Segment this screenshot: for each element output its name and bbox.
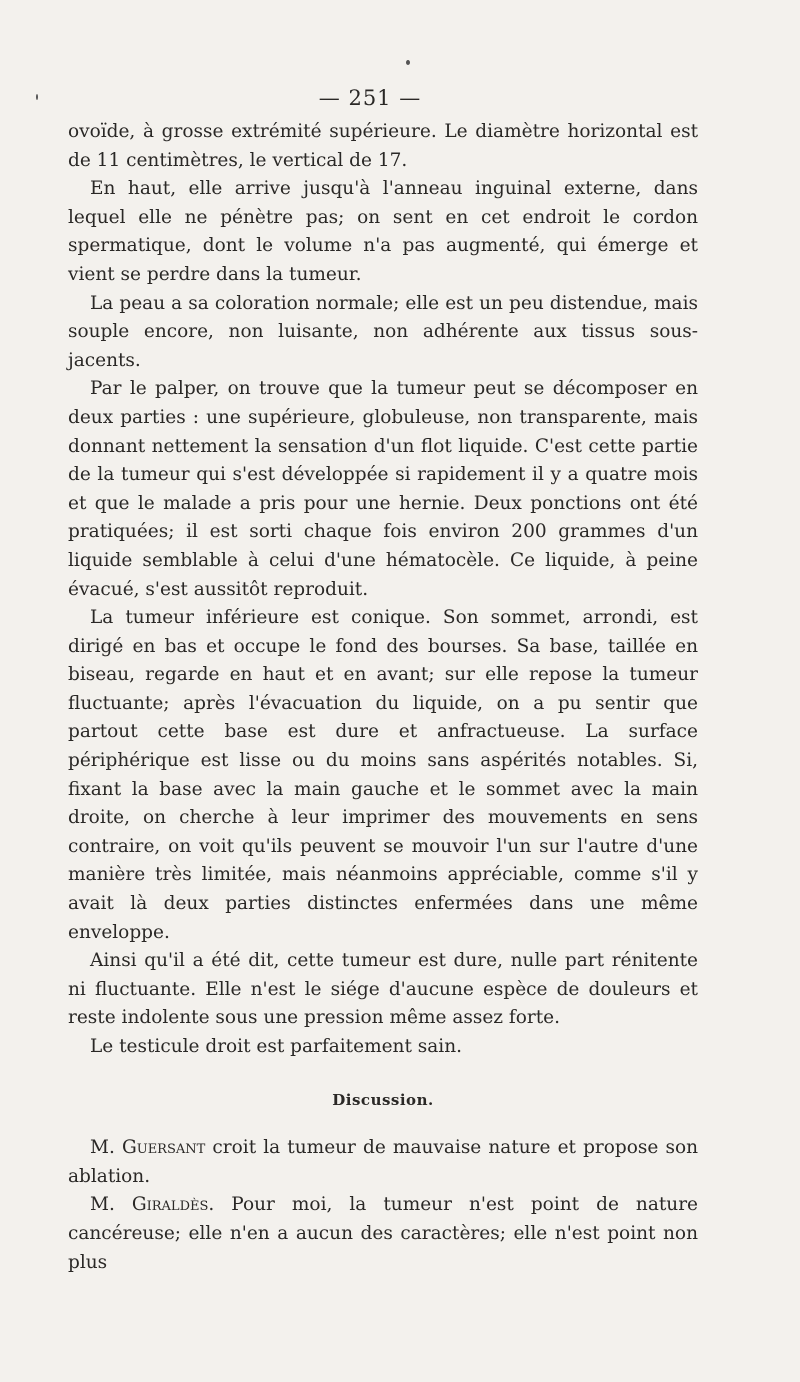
body-text [68,118,698,1277]
ink-speck [406,60,410,65]
paragraph: Ainsi qu'il a été dit, cette tumeur est dure, nulle part rénitente ni fluctuante. Elle n'est le siége d'aucune espèce de douleurs et reste indolente sous une pression même assez forte. [68,950,698,1029]
section-heading: Discussion. [332,1090,434,1109]
paragraph: En haut, elle arrive jusqu'à l'anneau inguinal externe, dans lequel elle ne pénètre pas; on sent en cet endroit le cordon spermatique, dont le volume n'a pas augmenté, qui émerge et vient se perdre dans la tumeur. [68,178,698,285]
paragraph: La peau a sa coloration normale; elle est un peu distendue, mais souple encore, non luisante, non adhérente aux tissus sous-jacents. [68,292,698,371]
discussion-text: croit la tumeur de mauvaise nature et propose son ablation. [68,1137,698,1187]
discussion-paragraph [68,1191,698,1277]
paragraph: Le testicule droit est parfaitement sain. [90,1036,463,1057]
speaker-prefix: M. [90,1194,132,1216]
speaker-prefix: M. [90,1137,122,1159]
discussion-paragraph [68,1134,698,1191]
discussion-text: . Pour moi, la tumeur n'est point de nature cancéreuse; elle n'en a aucun des caractères; elle n'est point non plus [68,1194,698,1273]
paragraph: La tumeur inférieure est conique. Son sommet, arrondi, est dirigé en bas et occupe le fond des bourses. Sa base, taillée en biseau, regarde en haut et en avant; sur elle repose la tumeur fluctuante; après l'évacuation du liquide, on a pu sentir que partout cette base est dure et anfractueuse. La surface périphérique est lisse ou du moins sans aspérités notables. Si, fixant la base avec la main gauche et le sommet avec la main droite, on cherche à leur imprimer des mouvements en sens contraire, on voit qu'ils peuvent se mouvoir l'un sur l'autre d'une manière très limitée, mais néanmoins appréciable, comme s'il y avait là deux parties distinctes enfermées dans une même enveloppe. [68,607,698,943]
paragraph: ovoïde, à grosse extrémité supérieure. Le diamètre horizontal est de 11 centimètres, le vertical de 17. [68,121,698,171]
speaker-name: Guersant [121,1137,206,1159]
speaker-name: Giraldès [131,1194,209,1216]
paragraph: Par le palper, on trouve que la tumeur peut se décomposer en deux parties : une supérieure, globuleuse, non transparente, mais donnant nettement la sensation d'un flot liquide. C'est cette partie de la tumeur qui s'est développée si rapidement il y a quatre mois et que le malade a pris pour une hernie. Deux ponctions ont été pratiquées; il est sorti chaque fois environ 200 grammes d'un liquide semblable à celui d'une hématocèle. Ce liquide, à peine évacué, s'est aussitôt reproduit. [68,378,698,600]
page-number: — 251 — [318,86,422,110]
